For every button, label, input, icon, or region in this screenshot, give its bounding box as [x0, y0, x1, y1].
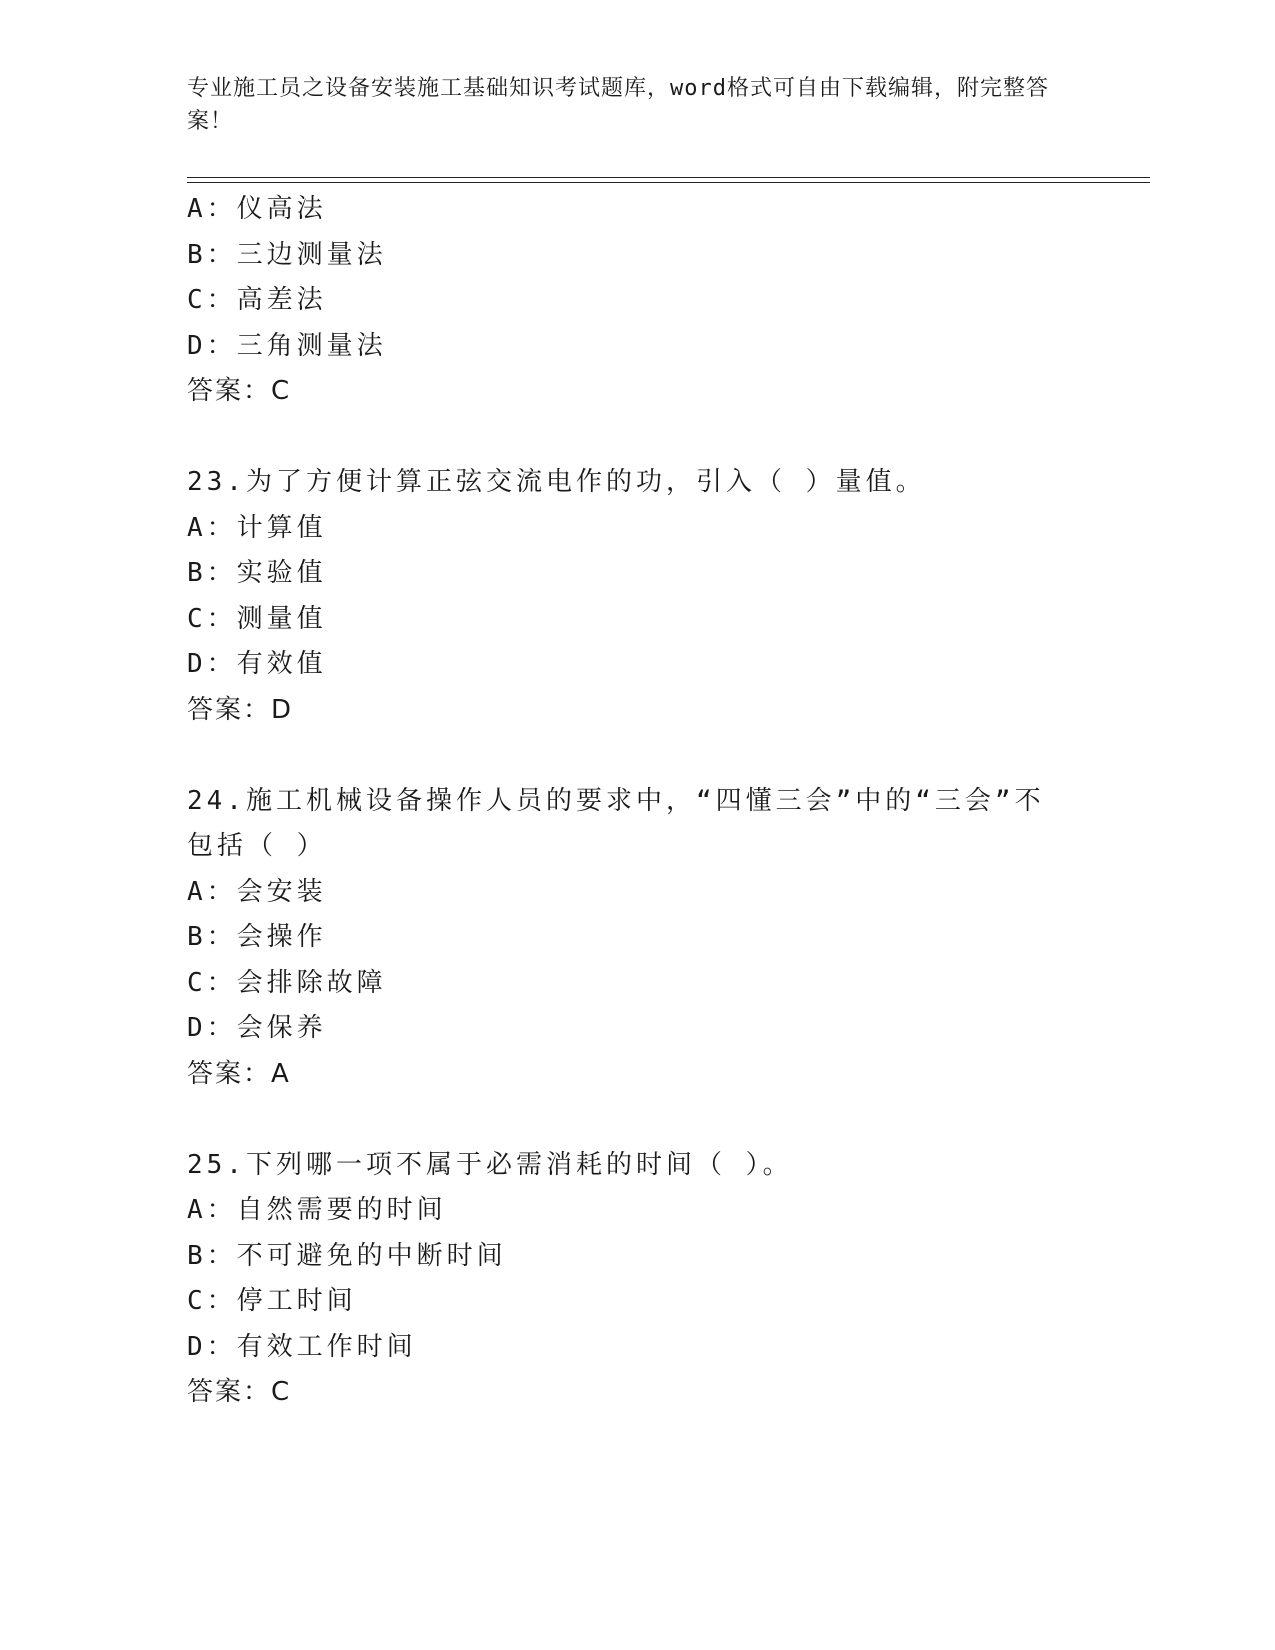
answer-line: 答案：C — [187, 1377, 292, 1407]
option-c: C：测量值 — [187, 603, 327, 634]
question-block-25 — [187, 1143, 1087, 1416]
question-title: 25.下列哪一项不属于必需消耗的时间（ ）。 — [187, 1149, 793, 1180]
header-divider-bottom — [187, 182, 1150, 183]
question-block-24 — [187, 779, 1087, 1098]
question-list — [187, 187, 1087, 1416]
option-c: C：停工时间 — [187, 1286, 357, 1316]
document-header: 专业施工员之设备安装施工基础知识考试题库，word格式可自由下载编辑，附完整答案！ — [187, 76, 1049, 134]
option-a: A：会安装 — [187, 876, 327, 907]
option-d: D：会保养 — [187, 1013, 327, 1043]
question-block-23 — [187, 460, 1087, 733]
question-title: 24.施工机械设备操作人员的要求中，“四懂三会”中的“三会”不包括（ ） — [187, 785, 1045, 861]
answer-line: 答案：D — [187, 694, 294, 725]
question-block-partial — [187, 187, 1087, 415]
option-b: B：不可避免的中断时间 — [187, 1240, 507, 1271]
option-b: B：三边测量法 — [187, 239, 387, 270]
option-b: B：实验值 — [187, 558, 327, 588]
question-title: 23.为了方便计算正弦交流电作的功，引入（ ）量值。 — [187, 467, 926, 497]
option-d: D：有效值 — [187, 649, 327, 679]
option-a: A：自然需要的时间 — [187, 1195, 447, 1225]
option-c: C：会排除故障 — [187, 967, 387, 998]
option-a: A：计算值 — [187, 512, 327, 543]
option-b: B：会操作 — [187, 922, 327, 952]
answer-line: 答案：A — [187, 1058, 291, 1089]
header-divider-top — [187, 177, 1150, 178]
option-d: D：有效工作时间 — [187, 1331, 417, 1362]
option-a: A：仪高法 — [187, 194, 327, 224]
answer-line: 答案：C — [187, 376, 292, 406]
option-d: D：三角测量法 — [187, 330, 387, 361]
option-c: C：高差法 — [187, 285, 327, 315]
